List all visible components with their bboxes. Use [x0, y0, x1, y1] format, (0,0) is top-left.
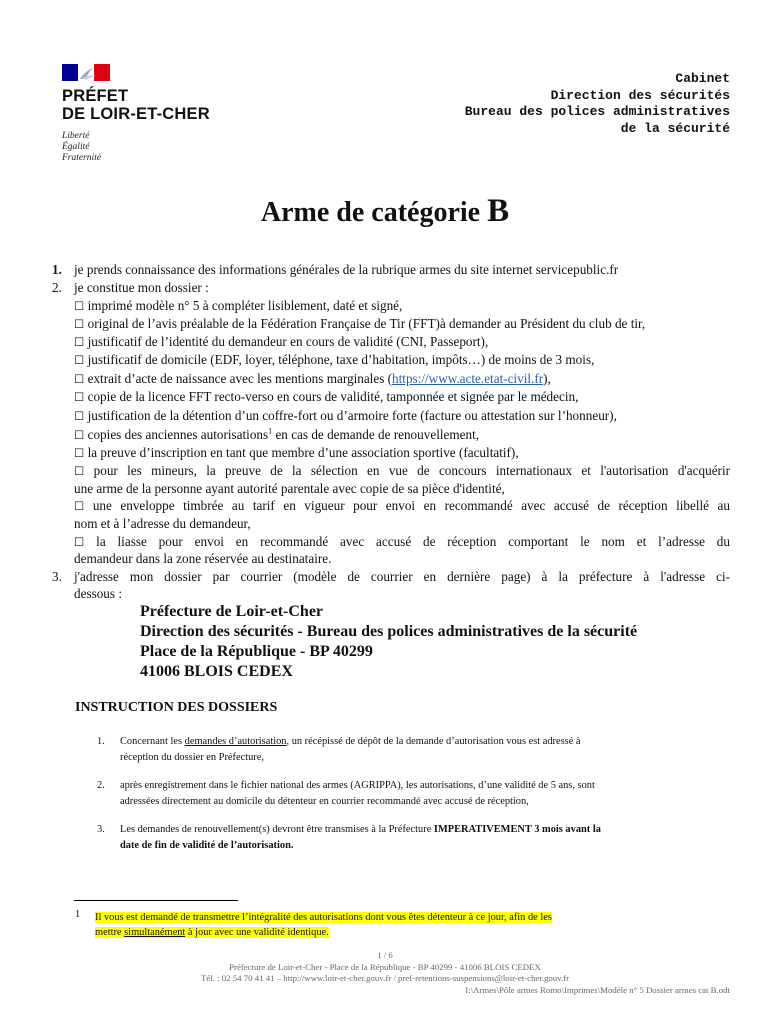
- instruction-2-text-cont: adressées directement au domicile du détenteur en courrier recommandé avec accusé de réception,: [120, 796, 529, 807]
- checklist-item-envelope: ☐ une enveloppe timbrée au tarif en vigueur pour envoi en recommandé avec accusé de réception libellé au: [74, 498, 730, 513]
- checkbox-icon: ☐: [74, 464, 85, 478]
- title-text: Arme de catégorie: [260, 197, 488, 228]
- checkbox-icon: ☐: [74, 390, 85, 404]
- header-line-securite: de la sécurité: [620, 120, 730, 136]
- address-line-city: 41006 BLOIS CEDEX: [140, 663, 293, 680]
- checkbox-icon: ☐: [74, 428, 85, 442]
- checkbox-icon: ☐: [74, 372, 85, 386]
- footer-address: Préfecture de Loir-et-Cher - Place de la République - BP 40299 - 41006 BLOIS CEDEX: [229, 961, 541, 972]
- acte-etat-civil-link[interactable]: https://www.acte.etat-civil.fr: [392, 371, 544, 386]
- footnote-text-cont: mettre simultanément à jour avec une validité identique.: [95, 927, 329, 938]
- instruction-2-number: 2.: [97, 780, 105, 791]
- prefecture-logo: [62, 64, 242, 164]
- footer-file-path: I:\Armes\Pôle armes Romo\Imprimes\Modèle n° 5 Dossier armes cat B.odt: [465, 984, 730, 995]
- instruction-heading: INSTRUCTION DES DOSSIERS: [75, 700, 278, 715]
- instruction-3-text-cont: date de fin de validité de l’autorisation.: [120, 840, 294, 851]
- footnote-number: 1: [75, 909, 81, 920]
- item-3-number: 3.: [52, 569, 62, 584]
- service-header: [465, 71, 730, 137]
- item-2-text: je constitue mon dossier :: [74, 280, 209, 295]
- marianne-flag-icon: [62, 64, 110, 81]
- header-line-bureau: Bureau des polices administratives: [464, 104, 730, 119]
- footnote-reference[interactable]: 1: [268, 426, 273, 436]
- checkbox-icon: ☐: [74, 499, 85, 513]
- checklist-item-form: ☐ imprimé modèle n° 5 à compléter lisiblement, daté et signé,: [74, 298, 403, 313]
- instruction-1-number: 1.: [97, 736, 105, 747]
- instruction-1-text-cont: réception du dossier en Préfecture,: [120, 752, 264, 763]
- item-2-number: 2.: [52, 280, 62, 295]
- address-line-street: Place de la République - BP 40299: [140, 643, 373, 660]
- address-line-prefecture: Préfecture de Loir-et-Cher: [140, 603, 324, 620]
- checklist-item-domicile: ☐ justificatif de domicile (EDF, loyer, téléphone, taxe d’habitation, impôts…) de moins de 3 mois,: [74, 352, 595, 367]
- checkbox-icon: ☐: [74, 353, 85, 367]
- checkbox-icon: ☐: [74, 335, 85, 349]
- checklist-item-fft: ☐ original de l’avis préalable de la Fédération Française de Tir (FFT)à demander au Président du club de tir,: [74, 316, 646, 331]
- item-3-text-cont: dessous :: [74, 586, 122, 601]
- checkbox-icon: ☐: [74, 317, 85, 331]
- motto-liberte: Liberté: [62, 131, 90, 141]
- checklist-item-liasse: ☐ la liasse pour envoi en recommandé avec accusé de réception comportant le nom et l’adresse du: [74, 534, 730, 549]
- instruction-3-text: Les demandes de renouvellement(s) devront être transmises à la Préfecture IMPERATIVEMENT 3 mois avant la: [120, 824, 601, 835]
- logo-line-department: DE LOIR-ET-CHER: [62, 105, 210, 123]
- checklist-item-licence: ☐ copie de la licence FFT recto-verso en cours de validité, tamponnée et signée par le médecin,: [74, 389, 579, 404]
- item-1-text: je prends connaissance des informations générales de la rubrique armes du site internet servicepublic.fr: [74, 262, 619, 277]
- checkbox-icon: ☐: [74, 299, 85, 313]
- checkbox-icon: ☐: [74, 446, 85, 460]
- motto-egalite: Égalité: [62, 142, 90, 152]
- logo-motto: [62, 131, 242, 164]
- footer-contact: Tél. : 02 54 70 41 41 – http://www.loir-et-cher.gouv.fr / pref-retentions-suspensions@loir-et-cher.gouv.fr: [200, 973, 570, 983]
- address-line-direction: Direction des sécurités - Bureau des polices administratives de la sécurité: [140, 623, 638, 640]
- instruction-2-text: après enregistrement dans le fichier national des armes (AGRIPPA), les autorisations, d’une validité de 5 ans, sont: [120, 780, 595, 791]
- checkbox-icon: ☐: [74, 535, 85, 549]
- page-footer: [0, 950, 770, 996]
- logo-line-prefet: PRÉFET: [62, 87, 129, 105]
- checklist-item-safe: ☐ justification de la détention d’un coffre-fort ou d’armoire forte (facture ou attestation sur l’honneur),: [74, 408, 617, 423]
- checklist-item-envelope-cont: nom et à l’adresse du demandeur,: [74, 516, 251, 531]
- checkbox-icon: ☐: [74, 409, 85, 423]
- checklist-item-liasse-cont: demandeur dans la zone réservée au destinataire.: [74, 551, 332, 566]
- item-1-number: 1.: [52, 262, 62, 277]
- checklist-item-minors: ☐ pour les mineurs, la preuve de la sélection en vue de concours internationaux et l'autorisation d'acquérir: [74, 463, 730, 478]
- header-line-direction: Direction des sécurités: [550, 87, 730, 103]
- title-letter: B: [487, 193, 510, 229]
- checklist-item-identity: ☐ justificatif de l’identité du demandeur en cours de validité (CNI, Passeport),: [74, 334, 489, 349]
- instruction-1-text: Concernant les demandes d’autorisation, un récépissé de dépôt de la demande d’autorisation vous est adressé à: [120, 736, 581, 747]
- footnote-text: Il vous est demandé de transmettre l’intégralité des autorisations dont vous êtes détenteur à ce jour, afin de les: [95, 912, 552, 923]
- instruction-3-number: 3.: [97, 824, 105, 835]
- checklist-item-previous-authorisations: ☐ copies des anciennes autorisations$^1$ en cas de demande de renouvellement,: [74, 426, 480, 442]
- checklist-item-association: ☐ la preuve d’inscription en tant que membre d’une association sportive (facultatif),: [74, 445, 519, 460]
- item-3-text: j'adresse mon dossier par courrier (modèle de courrier en dernière page) à la préfecture à l'adresse ci-: [74, 569, 730, 584]
- header-line-cabinet: Cabinet: [675, 71, 730, 86]
- motto-fraternite: Fraternité: [62, 153, 102, 163]
- checklist-item-minors-cont: une arme de la personne ayant autorité parentale avec copie de sa pièce d'identité,: [74, 481, 505, 496]
- page-number: 1 / 6: [377, 950, 393, 960]
- page-title: [0, 193, 770, 230]
- footnote-separator: [74, 900, 238, 901]
- checklist-item-birth-certificate: ☐ extrait d’acte de naissance avec les mentions marginales (https://www.acte.etat-civil.fr),: [74, 371, 551, 386]
